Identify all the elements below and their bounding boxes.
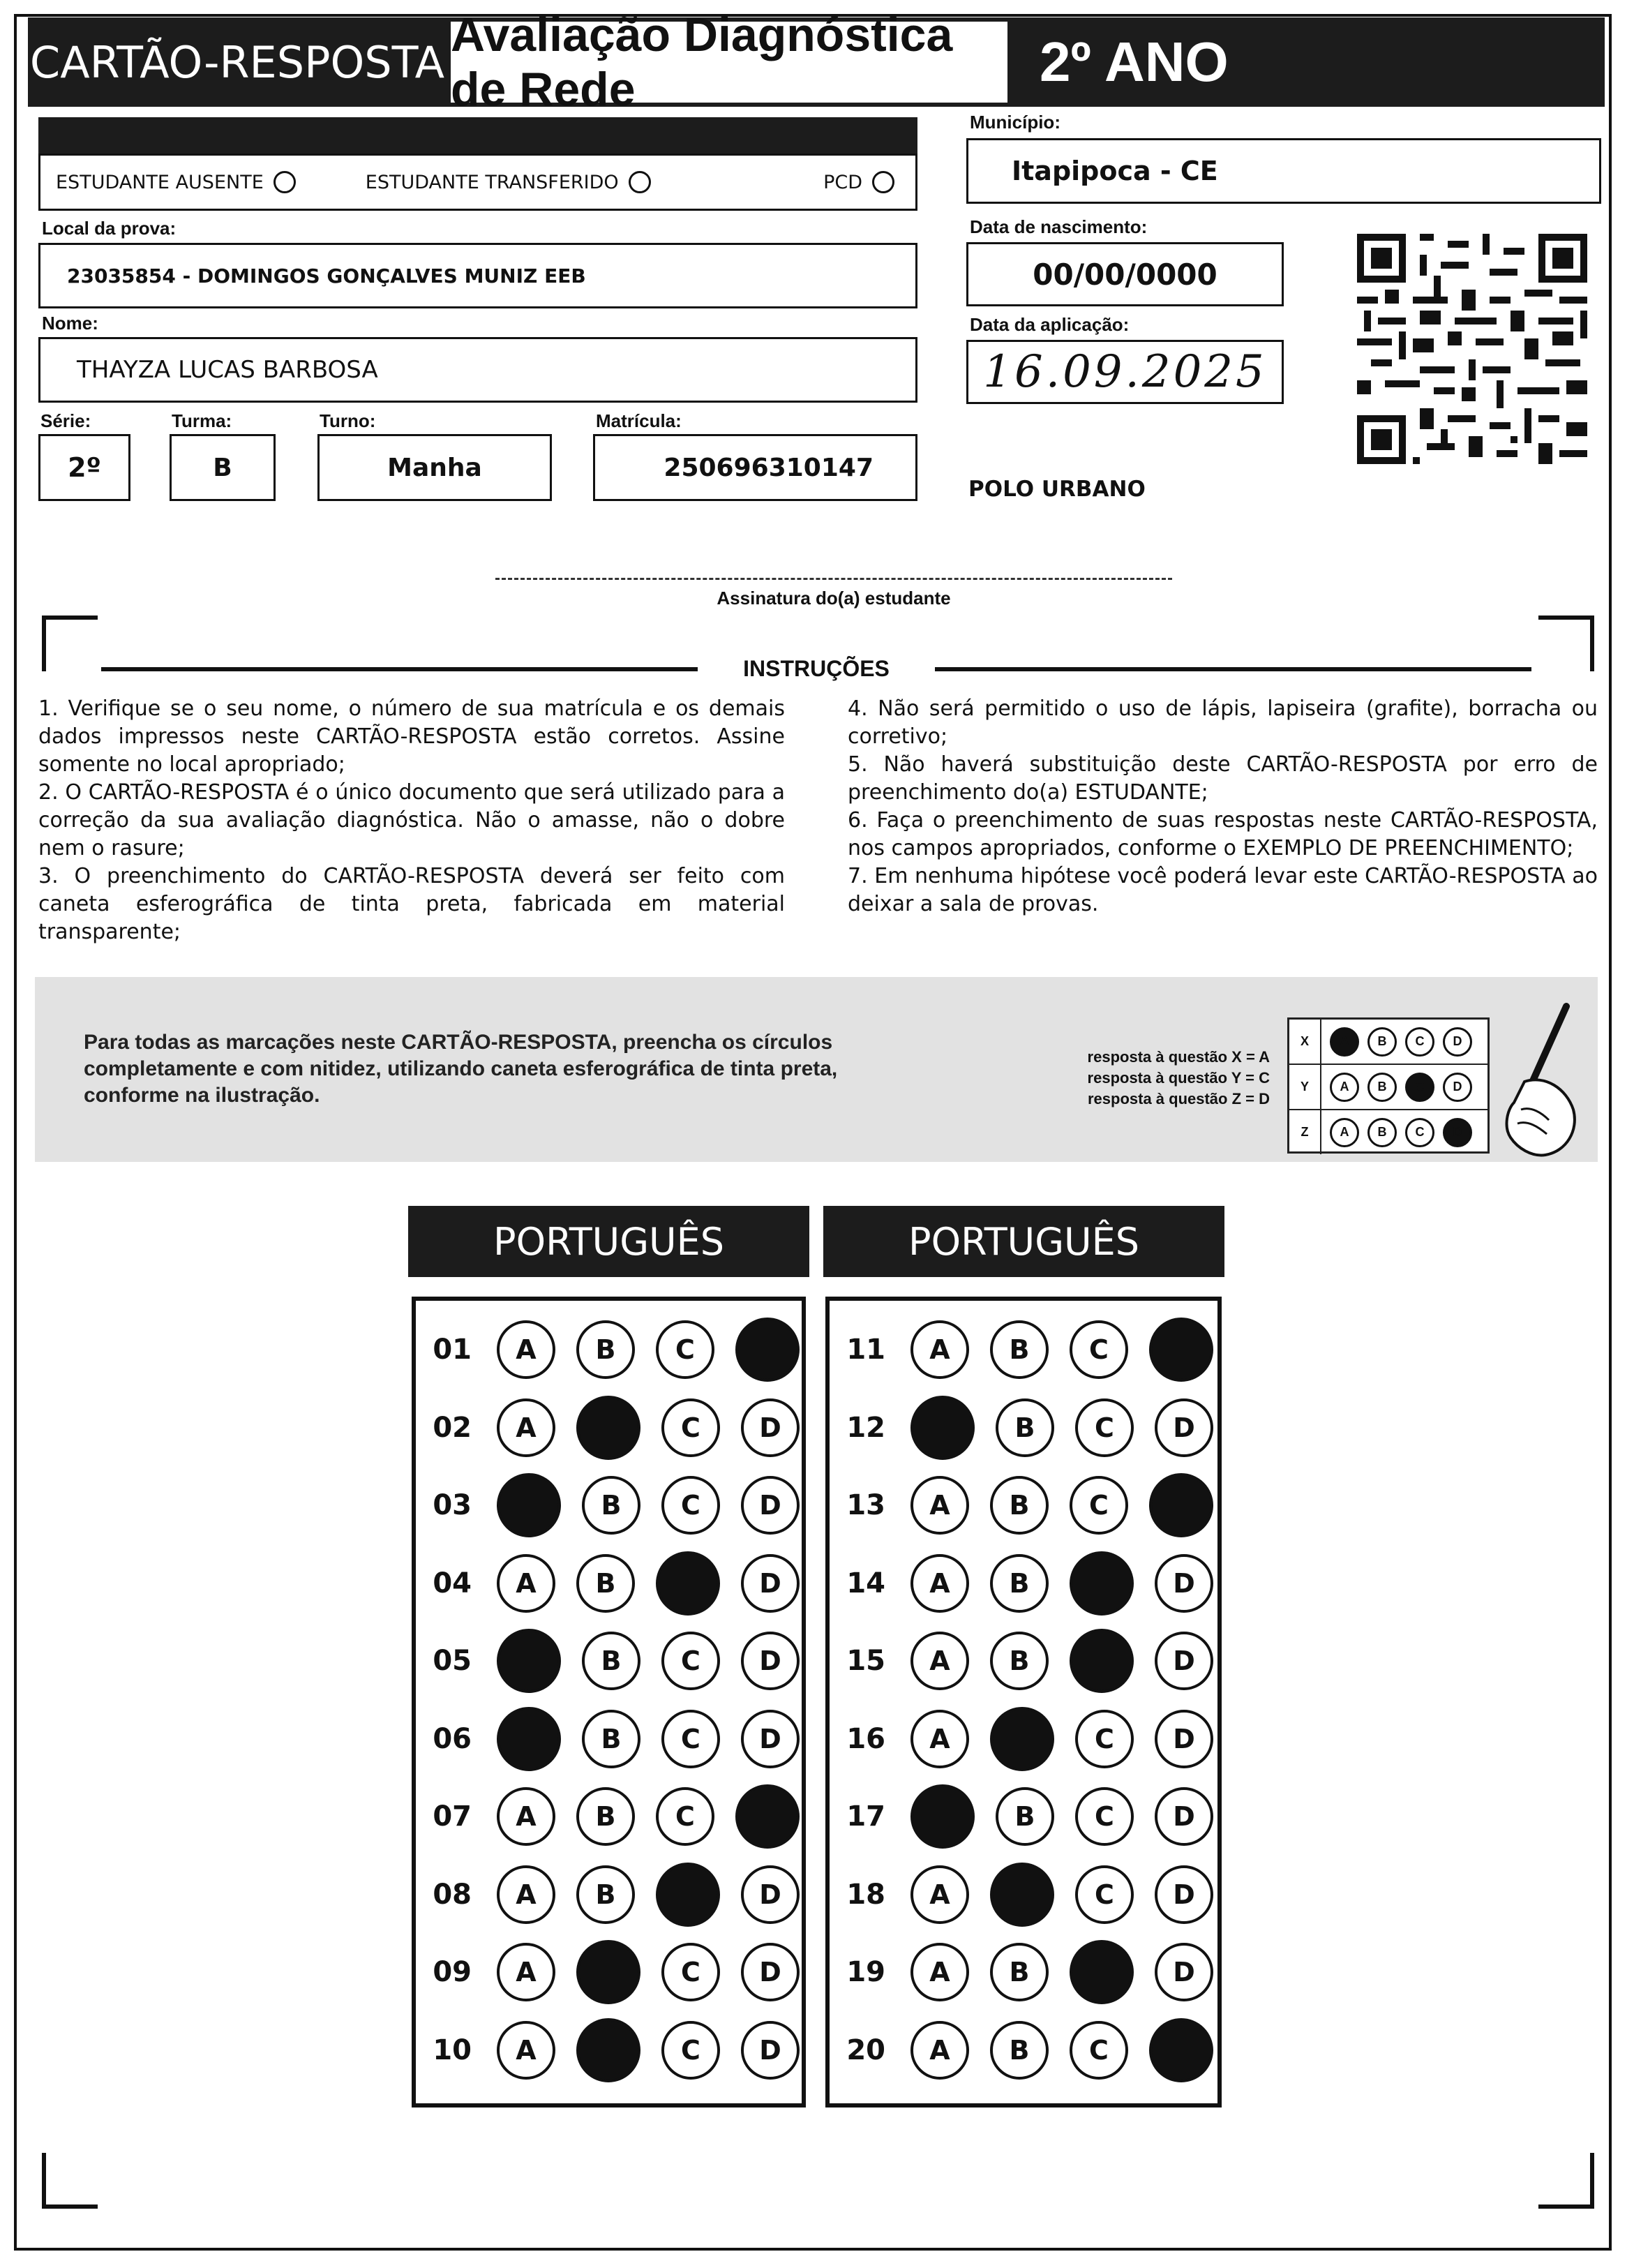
answer-bubble-c[interactable]: C — [1070, 1476, 1128, 1535]
question-row — [416, 1865, 800, 1924]
answer-bubble-c[interactable]: C — [1070, 1320, 1128, 1379]
turno-label: Turno: — [320, 410, 376, 431]
example-bubble-b: B — [1367, 1073, 1397, 1102]
question-number: 11 — [846, 1334, 885, 1366]
question-number: 06 — [433, 1722, 472, 1755]
nascimento-label: Data de nascimento: — [970, 216, 1148, 237]
corner-mark-top-right — [1538, 616, 1594, 671]
answer-bubble-b[interactable] — [990, 1707, 1054, 1771]
example-key: X — [1289, 1020, 1321, 1064]
turma-field: B — [170, 434, 276, 501]
status-box — [38, 154, 917, 211]
question-row — [416, 1320, 800, 1379]
local-field: 23035854 - DOMINGOS GONÇALVES MUNIZ EEB — [38, 243, 917, 308]
example-row — [1289, 1065, 1487, 1110]
answer-bubble-a[interactable]: A — [910, 1943, 969, 2001]
example-key: Z — [1289, 1110, 1321, 1154]
local-label: Local da prova: — [42, 218, 177, 239]
example-row — [1289, 1110, 1487, 1154]
question-number: 09 — [433, 1956, 472, 1988]
question-row — [830, 1710, 1213, 1768]
question-row — [416, 1787, 800, 1846]
answer-bubble-d[interactable]: D — [1155, 1554, 1213, 1613]
answer-bubble-d[interactable]: D — [741, 1710, 800, 1768]
answer-bubble-b[interactable]: B — [996, 1787, 1054, 1846]
matricula-field: 250696310147 — [593, 434, 917, 501]
transferred-label: ESTUDANTE TRANSFERIDO — [365, 171, 619, 193]
answer-bubble-d[interactable]: D — [1155, 1398, 1213, 1457]
answer-panel-left — [412, 1297, 806, 2107]
answer-bubble-d[interactable]: D — [741, 1554, 800, 1613]
question-number: 20 — [846, 2034, 885, 2066]
instructions-left — [38, 695, 785, 946]
answer-bubble-a[interactable]: A — [497, 1943, 555, 2001]
answer-bubble-c[interactable] — [656, 1551, 720, 1616]
answer-bubble-d[interactable] — [1149, 1473, 1213, 1537]
instruction-item: 2. O CARTÃO-RESPOSTA é o único documento que será utilizado para a correção da sua avaliação diagnóstica. Não o amasse, não o dobre nem o rasure; — [38, 780, 785, 860]
instruction-item: 5. Não haverá substituição deste CARTÃO-RESPOSTA por erro de preenchimento do(a) ESTUDANTE; — [848, 752, 1598, 805]
question-row — [416, 1476, 800, 1535]
question-row — [830, 1943, 1213, 2001]
question-number: 04 — [433, 1567, 472, 1599]
example-bubble-b: B — [1367, 1118, 1397, 1147]
question-row — [830, 1320, 1213, 1379]
answer-bubble-c[interactable]: C — [1075, 1398, 1134, 1457]
example-bubble-c: C — [1405, 1027, 1434, 1057]
answer-bubble-a[interactable] — [497, 1473, 561, 1537]
answer-bubble-c[interactable] — [656, 1863, 720, 1927]
answer-bubble-d[interactable]: D — [741, 1865, 800, 1924]
answer-bubble-c[interactable]: C — [1075, 1710, 1134, 1768]
answer-bubble-b[interactable] — [576, 2018, 640, 2082]
example-bubble-d: D — [1443, 1073, 1472, 1102]
aplicacao-field[interactable]: 16.09.2025 — [966, 340, 1284, 404]
question-number: 08 — [433, 1878, 472, 1911]
question-number: 16 — [846, 1722, 885, 1755]
aplicacao-label: Data da aplicação: — [970, 314, 1130, 335]
question-number: 03 — [433, 1489, 472, 1521]
answer-bubble-b[interactable]: B — [990, 1320, 1049, 1379]
answer-bubble-b[interactable]: B — [990, 1476, 1049, 1535]
question-row — [416, 1632, 800, 1690]
answer-bubble-a[interactable] — [910, 1396, 975, 1460]
question-number: 14 — [846, 1567, 885, 1599]
instruction-item: 7. Em nenhuma hipótese você poderá levar este CARTÃO-RESPOSTA ao deixar a sala de provas. — [848, 864, 1598, 916]
card-title: CARTÃO-RESPOSTA — [28, 17, 447, 107]
answer-bubble-b[interactable]: B — [576, 1320, 635, 1379]
corner-mark-bottom-right — [1538, 2153, 1594, 2209]
serie-label: Série: — [40, 410, 91, 431]
question-number: 15 — [846, 1645, 885, 1677]
answer-bubble-b[interactable]: B — [582, 1476, 640, 1535]
question-number: 17 — [846, 1800, 885, 1833]
answer-bubble-b[interactable] — [990, 1863, 1054, 1927]
corner-mark-bottom-left — [42, 2153, 98, 2209]
example-bubble-d: D — [1443, 1118, 1472, 1147]
answer-bubble-c[interactable] — [1070, 1940, 1134, 2004]
example-grid — [1287, 1017, 1490, 1154]
answer-bubble-d[interactable]: D — [741, 1632, 800, 1690]
answer-bubble-b[interactable]: B — [996, 1398, 1054, 1457]
instructions-title: INSTRUÇÕES — [698, 656, 935, 682]
answer-bubble-d[interactable]: D — [1155, 1787, 1213, 1846]
question-row — [416, 1398, 800, 1457]
answer-bubble-b[interactable]: B — [582, 1632, 640, 1690]
answer-bubble-b[interactable] — [576, 1940, 640, 2004]
example-text: Para todas as marcações neste CARTÃO-RESPOSTA, preencha os círculos completamente e com nitidez, utilizando caneta esferográfica de tinta preta, conforme na ilustração. — [84, 1031, 838, 1107]
answer-bubble-b[interactable]: B — [990, 1632, 1049, 1690]
instructions-right — [848, 695, 1598, 918]
question-number: 19 — [846, 1956, 885, 1988]
example-bubble-a: A — [1330, 1118, 1359, 1147]
answer-bubble-c[interactable]: C — [661, 1710, 720, 1768]
answer-bubble-a[interactable]: A — [910, 1476, 969, 1535]
answer-bubble-b[interactable]: B — [990, 1943, 1049, 2001]
question-row — [830, 1632, 1213, 1690]
answer-bubble-a[interactable]: A — [497, 1554, 555, 1613]
answer-bubble-a[interactable]: A — [910, 1865, 969, 1924]
answer-bubble-b[interactable]: B — [990, 2021, 1049, 2080]
question-row — [416, 1554, 800, 1613]
answer-bubble-a[interactable] — [497, 1707, 561, 1771]
legend-item: resposta à questão Z = D — [1087, 1090, 1270, 1107]
question-row — [830, 2021, 1213, 2080]
answer-bubble-d[interactable] — [735, 1784, 800, 1849]
nascimento-field: 00/00/0000 — [966, 242, 1284, 306]
instruction-item: 3. O preenchimento do CARTÃO-RESPOSTA deverá ser feito com caneta esferográfica de tinta preta, fabricada em material transparente; — [38, 864, 785, 944]
turma-label: Turma: — [172, 410, 232, 431]
turno-field: Manha — [317, 434, 552, 501]
question-number: 13 — [846, 1489, 885, 1521]
answer-bubble-b[interactable]: B — [576, 1865, 635, 1924]
instruction-item: 6. Faça o preenchimento de suas respostas neste CARTÃO-RESPOSTA, nos campos apropriados, conforme o EXEMPLO DE PREENCHIMENTO; — [848, 808, 1598, 860]
answer-bubble-a[interactable]: A — [910, 1632, 969, 1690]
exam-title: Avaliação Diagnóstica de Rede — [447, 17, 1012, 107]
answer-bubble-d[interactable] — [735, 1318, 800, 1382]
answer-bubble-c[interactable]: C — [1075, 1865, 1134, 1924]
answer-bubble-b[interactable]: B — [576, 1787, 635, 1846]
answer-bubble-a[interactable]: A — [910, 1710, 969, 1768]
answer-bubble-d[interactable] — [1149, 2018, 1213, 2082]
legend-item: resposta à questão Y = C — [1087, 1069, 1270, 1087]
answer-bubble-d[interactable]: D — [1155, 1632, 1213, 1690]
question-number: 10 — [433, 2034, 472, 2066]
qr-code-icon — [1357, 234, 1587, 464]
answer-bubble-d[interactable]: D — [741, 1476, 800, 1535]
example-bubble-c: C — [1405, 1073, 1434, 1102]
matricula-label: Matrícula: — [596, 410, 682, 431]
example-bubble-a: A — [1330, 1027, 1359, 1057]
municipio-field: Itapipoca - CE — [966, 138, 1601, 204]
question-row — [830, 1398, 1213, 1457]
example-legend — [1033, 1047, 1270, 1110]
answer-bubble-c[interactable]: C — [656, 1320, 714, 1379]
answer-bubble-c[interactable]: C — [656, 1787, 714, 1846]
answer-panel-right — [825, 1297, 1222, 2107]
answer-bubble-c[interactable]: C — [661, 1476, 720, 1535]
answer-bubble-b[interactable]: B — [582, 1710, 640, 1768]
answer-bubble-c[interactable]: C — [1075, 1787, 1134, 1846]
example-bubble-b: B — [1367, 1027, 1397, 1057]
answer-bubble-c[interactable] — [1070, 1551, 1134, 1616]
answer-bubble-d[interactable]: D — [741, 2021, 800, 2080]
question-row — [416, 2021, 800, 2080]
pcd-checkbox[interactable] — [872, 171, 894, 193]
answer-bubble-c[interactable]: C — [661, 2021, 720, 2080]
question-row — [416, 1943, 800, 2001]
answer-bubble-a[interactable]: A — [910, 1554, 969, 1613]
answer-bubble-c[interactable]: C — [1070, 2021, 1128, 2080]
question-number: 01 — [433, 1334, 472, 1366]
status-bar — [38, 117, 917, 154]
pcd-label: PCD — [823, 171, 862, 193]
answer-bubble-a[interactable]: A — [497, 1398, 555, 1457]
answer-bubble-a[interactable]: A — [497, 2021, 555, 2080]
question-number: 18 — [846, 1878, 885, 1911]
question-row — [830, 1476, 1213, 1535]
example-row — [1289, 1020, 1487, 1065]
answer-bubble-a[interactable]: A — [910, 1320, 969, 1379]
signature-label: Assinatura do(a) estudante — [717, 588, 951, 609]
question-row — [830, 1865, 1213, 1924]
answer-bubble-d[interactable]: D — [1155, 1943, 1213, 2001]
answer-bubble-b[interactable]: B — [990, 1554, 1049, 1613]
question-row — [830, 1787, 1213, 1846]
answer-bubble-a[interactable] — [910, 1784, 975, 1849]
answer-bubble-d[interactable]: D — [741, 1943, 800, 2001]
municipio-label: Município: — [970, 112, 1060, 133]
absent-label: ESTUDANTE AUSENTE — [56, 171, 264, 193]
example-bubble-d: D — [1443, 1027, 1472, 1057]
absent-checkbox[interactable] — [273, 171, 296, 193]
question-number: 12 — [846, 1411, 885, 1444]
pen-hand-icon — [1483, 998, 1580, 1158]
answer-bubble-a[interactable] — [497, 1629, 561, 1693]
grade-title: 2º ANO — [1012, 17, 1605, 107]
answer-bubble-a[interactable]: A — [910, 2021, 969, 2080]
nome-label: Nome: — [42, 313, 98, 334]
answer-bubble-b[interactable]: B — [576, 1554, 635, 1613]
transferred-checkbox[interactable] — [629, 171, 651, 193]
answer-bubble-c[interactable] — [1070, 1629, 1134, 1693]
legend-item: resposta à questão X = A — [1087, 1048, 1270, 1066]
answer-bubble-d[interactable]: D — [1155, 1865, 1213, 1924]
answer-bubble-a[interactable]: A — [497, 1787, 555, 1846]
answer-bubble-a[interactable]: A — [497, 1865, 555, 1924]
answer-bubble-b[interactable] — [576, 1396, 640, 1460]
instruction-item: 4. Não será permitido o uso de lápis, lapiseira (grafite), borracha ou corretivo; — [848, 696, 1598, 749]
answer-bubble-c[interactable]: C — [661, 1632, 720, 1690]
example-key: Y — [1289, 1065, 1321, 1109]
question-row — [416, 1710, 800, 1768]
example-bubble-c: C — [1405, 1118, 1434, 1147]
polo-label: POLO URBANO — [968, 477, 1146, 502]
serie-field: 2º — [38, 434, 130, 501]
nome-field: THAYZA LUCAS BARBOSA — [38, 337, 917, 403]
example-bubble-a: A — [1330, 1073, 1359, 1102]
answer-bubble-d[interactable] — [1149, 1318, 1213, 1382]
question-number: 05 — [433, 1645, 472, 1677]
subject-header-right: PORTUGUÊS — [823, 1206, 1224, 1277]
instruction-item: 1. Verifique se o seu nome, o número de sua matrícula e os demais dados impressos neste CARTÃO-RESPOSTA estão corretos. Assine somente no local apropriado; — [38, 696, 785, 777]
question-number: 02 — [433, 1411, 472, 1444]
answer-bubble-a[interactable]: A — [497, 1320, 555, 1379]
answer-bubble-c[interactable]: C — [661, 1943, 720, 2001]
corner-mark-top-left — [42, 616, 98, 671]
question-number: 07 — [433, 1800, 472, 1833]
subject-header-left: PORTUGUÊS — [408, 1206, 809, 1277]
answer-bubble-c[interactable]: C — [661, 1398, 720, 1457]
question-row — [830, 1554, 1213, 1613]
answer-bubble-d[interactable]: D — [741, 1398, 800, 1457]
answer-bubble-d[interactable]: D — [1155, 1710, 1213, 1768]
signature-line[interactable] — [495, 578, 1172, 580]
